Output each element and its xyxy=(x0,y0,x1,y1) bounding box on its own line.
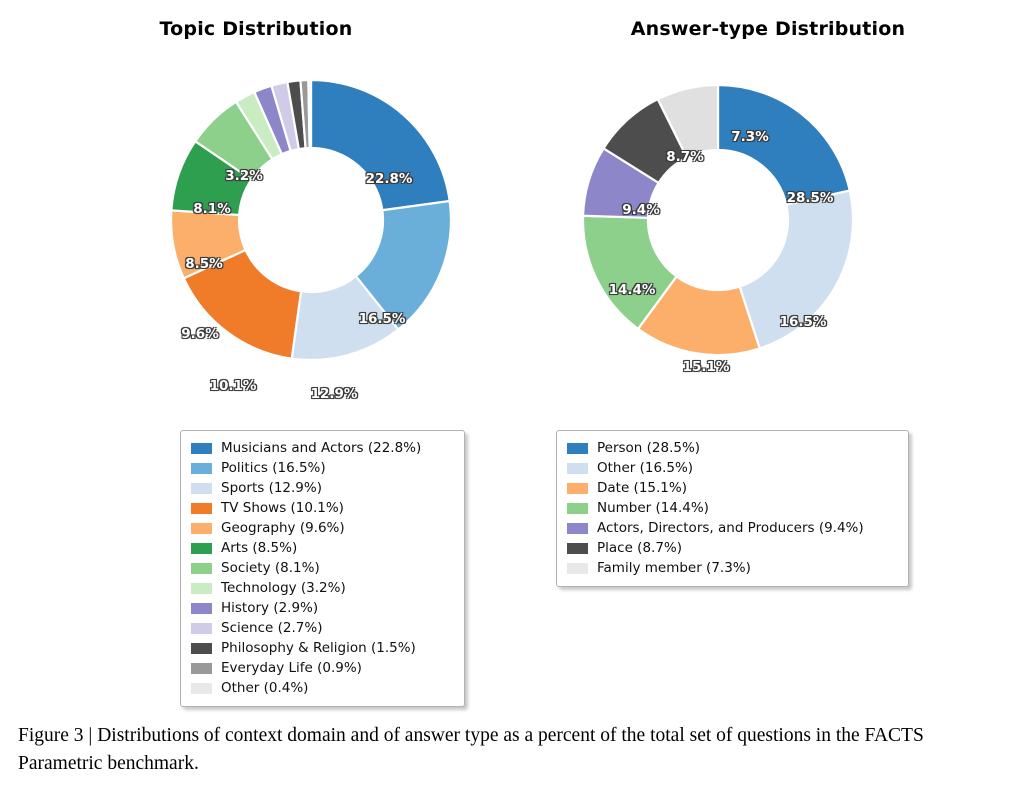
legend-swatch-icon xyxy=(191,623,212,634)
legend-label: Politics (16.5%) xyxy=(221,460,326,476)
legend-item[interactable] xyxy=(191,538,453,558)
legend-item[interactable] xyxy=(567,438,897,458)
slice-value-person: 28.5% xyxy=(786,190,834,206)
donut-chart-answer-type xyxy=(512,40,1024,375)
slice-value-actors-directors-producers: 9.4% xyxy=(622,202,660,218)
legend-item[interactable] xyxy=(567,478,897,498)
legend-item[interactable] xyxy=(567,538,897,558)
legend-label: Everyday Life (0.9%) xyxy=(221,660,362,676)
legend-topic xyxy=(180,430,465,707)
legend-item[interactable] xyxy=(191,518,453,538)
legend-label: Family member (7.3%) xyxy=(597,560,751,576)
legend-label: Place (8.7%) xyxy=(597,540,683,556)
legend-item[interactable] xyxy=(567,458,897,478)
slice-value-tv-shows: 10.1% xyxy=(209,378,257,394)
legend-swatch-icon xyxy=(567,563,588,574)
legend-swatch-icon xyxy=(567,503,588,514)
slice-value-politics: 16.5% xyxy=(358,311,406,327)
donut-svg-topic xyxy=(0,40,512,370)
legend-swatch-icon xyxy=(567,543,588,554)
figure-caption: Figure 3 | Distributions of context domain and of answer type as a percent of the total set of questions in the FACTS Parametric benchmark. xyxy=(18,725,924,774)
legend-label: Person (28.5%) xyxy=(597,440,701,456)
legend-swatch-icon xyxy=(191,463,212,474)
legend-item[interactable] xyxy=(191,438,453,458)
legend-swatch-icon xyxy=(191,683,212,694)
legend-label: Philosophy & Religion (1.5%) xyxy=(221,640,416,656)
legend-item[interactable] xyxy=(191,458,453,478)
legend-swatch-icon xyxy=(191,523,212,534)
donut-slice-musicians-and-actors xyxy=(311,80,450,210)
legend-swatch-icon xyxy=(191,603,212,614)
slice-value-sports: 12.9% xyxy=(310,386,358,402)
chart-title-topic: Topic Distribution xyxy=(159,18,353,40)
legend-swatch-icon xyxy=(191,443,212,454)
legend-label: History (2.9%) xyxy=(221,600,319,616)
legend-label: Arts (8.5%) xyxy=(221,540,298,556)
legend-item[interactable] xyxy=(567,498,897,518)
legend-item[interactable] xyxy=(191,618,453,638)
slice-value-date: 15.1% xyxy=(682,359,730,375)
legend-label: Actors, Directors, and Producers (9.4%) xyxy=(597,520,864,536)
legend-label: Other (0.4%) xyxy=(221,680,309,696)
slice-value-place: 8.7% xyxy=(666,149,704,165)
slice-value-family-member: 7.3% xyxy=(731,129,769,145)
chart-title-answer-type: Answer-type Distribution xyxy=(630,18,906,40)
slice-value-arts: 8.5% xyxy=(185,256,223,272)
legend-item[interactable] xyxy=(191,558,453,578)
legend-label: Musicians and Actors (22.8%) xyxy=(221,440,422,456)
legend-swatch-icon xyxy=(191,583,212,594)
legend-label: Society (8.1%) xyxy=(221,560,320,576)
legend-swatch-icon xyxy=(191,543,212,554)
legend-item[interactable] xyxy=(191,598,453,618)
legend-label: Science (2.7%) xyxy=(221,620,323,636)
legend-swatch-icon xyxy=(567,443,588,454)
slice-value-other: 16.5% xyxy=(779,314,827,330)
legend-item[interactable] xyxy=(191,498,453,518)
legend-label: Sports (12.9%) xyxy=(221,480,322,496)
slice-value-musicians-and-actors: 22.8% xyxy=(365,171,413,187)
legend-item[interactable] xyxy=(191,678,453,698)
legend-swatch-icon xyxy=(567,463,588,474)
legend-item[interactable] xyxy=(191,478,453,498)
panel-answer-type-distribution xyxy=(512,0,1024,576)
slice-value-society: 8.1% xyxy=(193,201,231,217)
legend-label: TV Shows (10.1%) xyxy=(221,500,344,516)
legend-item[interactable] xyxy=(567,558,897,578)
legend-answer-type xyxy=(556,430,909,587)
legend-label: Number (14.4%) xyxy=(597,500,709,516)
legend-item[interactable] xyxy=(191,578,453,598)
slice-value-geography: 9.6% xyxy=(181,326,219,342)
legend-label: Other (16.5%) xyxy=(597,460,694,476)
slice-value-technology: 3.2% xyxy=(225,168,263,184)
legend-item[interactable] xyxy=(567,518,897,538)
legend-swatch-icon xyxy=(567,483,588,494)
legend-swatch-icon xyxy=(191,663,212,674)
legend-item[interactable] xyxy=(191,658,453,678)
donut-chart-topic xyxy=(0,40,512,402)
legend-swatch-icon xyxy=(191,643,212,654)
legend-swatch-icon xyxy=(191,503,212,514)
legend-label: Date (15.1%) xyxy=(597,480,687,496)
donut-svg-answer-type xyxy=(512,40,1024,370)
donut-slice-other xyxy=(308,80,311,148)
legend-swatch-icon xyxy=(191,563,212,574)
legend-swatch-icon xyxy=(567,523,588,534)
legend-item[interactable] xyxy=(191,638,453,658)
panel-topic-distribution xyxy=(0,0,512,696)
legend-swatch-icon xyxy=(191,483,212,494)
legend-label: Geography (9.6%) xyxy=(221,520,345,536)
slice-value-number: 14.4% xyxy=(608,282,656,298)
legend-label: Technology (3.2%) xyxy=(221,580,346,596)
